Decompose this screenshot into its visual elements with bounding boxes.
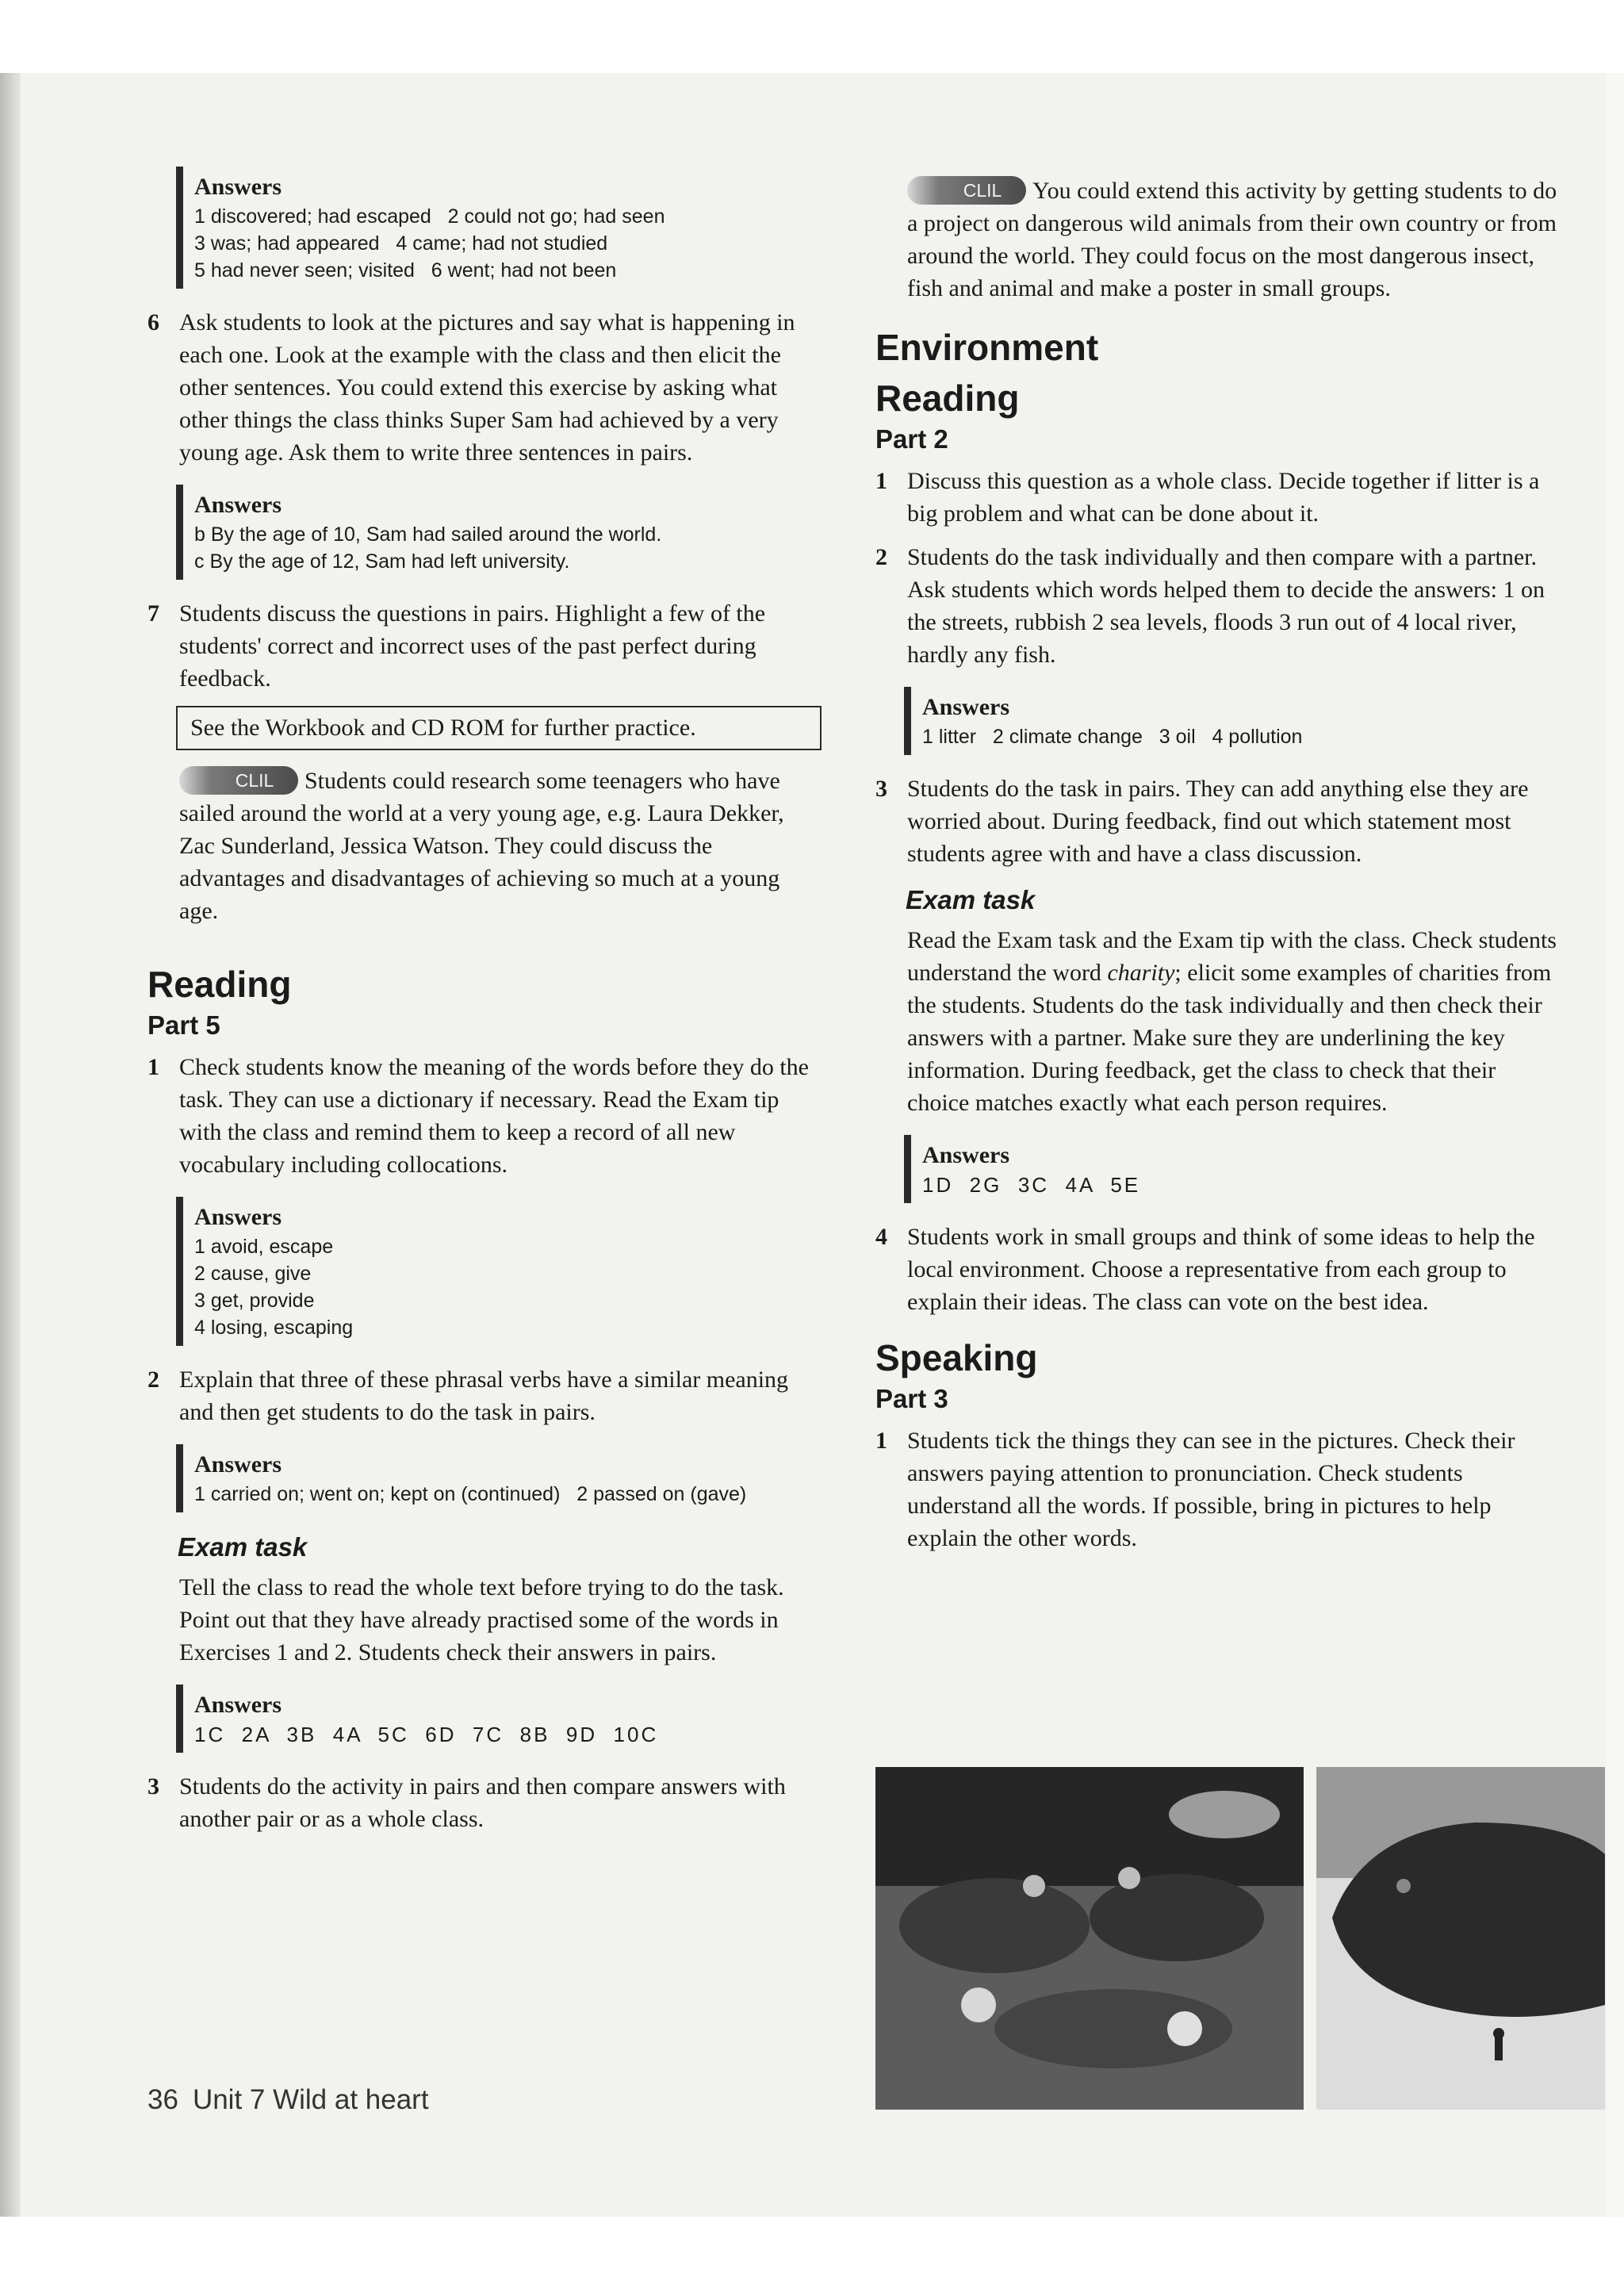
whale-photo [1316,1767,1605,2110]
item-number: 1 [147,1054,159,1081]
answers-line: 4 losing, escaping [194,1317,354,1340]
answers-line: 3 was; had appeared 4 came; had not studied [194,232,608,255]
part-heading: Part 5 [147,1010,220,1041]
scan-margin-bottom [0,2217,1624,2296]
item-number: 2 [147,1366,159,1393]
exercise-item [875,772,1557,870]
exercise-item [147,597,822,695]
part-heading: Part 3 [875,1384,948,1414]
clil-text: You could extend this activity by getting students to do a project on dangerous wild animals from their own country or from around the world. They could focus on the most dangerous insect, fish and animal and make a poster in small groups. [907,178,1557,302]
answers-line: b By the age of 10, Sam had sailed around the world. [194,523,662,546]
clil-badge-label: CLIL [235,770,274,792]
clil-text: Students could research some teenagers who have sailed around the world at a very young age, e.g. Laura Dekker, Zac Sunderland, Jessica Watson. They could discuss the advantages and disadvantages of achieving so much at a young age. [179,768,784,925]
unit-title: Unit 7 Wild at heart [192,2084,429,2115]
answers-box [176,167,822,289]
answers-box [176,1685,822,1753]
exercise-item [875,465,1557,530]
clil-badge-label: CLIL [963,180,1002,201]
item-number: 6 [147,309,159,335]
answers-line: 3 get, provide [194,1290,315,1313]
answers-line: 5 had never seen; visited 6 went; had not been [194,259,617,282]
answers-title: Answers [194,1204,282,1231]
exercise-item [875,1221,1557,1318]
item-number: 2 [875,544,887,571]
item-text: Ask students to look at the pictures and say what is happening in each one. Look at the example with the class and then elicit the other sentences. You could extend this exercise by asking what other things the class thinks Super Sam had achieved by a very young age. Ask them to write three sentences in pairs. [179,309,795,466]
section-heading-reading: Reading [147,964,292,1006]
item-text: Students do the task individually and then compare with a partner. Ask students which words helped them to decide the answers: 1 on the streets, rubbish 2 sea levels, floods 3 run out of 4 local river, hardly any fish. [907,544,1545,669]
exercise-item [875,541,1557,671]
answers-title: Answers [922,1142,1009,1169]
practice-note-box: See the Workbook and CD ROM for further practice. [176,706,822,750]
item-text: Explain that three of these phrasal verbs have a similar meaning and then get students to do the task in pairs. [179,1366,789,1426]
item-number: 1 [875,1428,887,1455]
clil-badge [907,176,1026,205]
answers-line: 1 discovered; had escaped 2 could not go; had seen [194,205,665,228]
answers-title: Answers [194,1451,282,1478]
answers-title: Answers [194,1692,282,1719]
page-footer [147,2084,429,2116]
exam-task-text-part: ; elicit some examples of charities from the students. Students do the task individually and then check their answers with a partner. Make sure they are underlining the key information. During feedback, get the class to check that their choice matches exactly what each person requires. [907,960,1552,1117]
section-heading-speaking: Speaking [875,1337,1038,1379]
section-heading-reading: Reading [875,378,1020,420]
exercise-item [875,1424,1557,1554]
answers-box [176,485,822,580]
item-text: Check students know the meaning of the words before they do the task. They can use a dictionary if necessary. Read the Exam tip with the class and remind them to keep a record of all new vocabulary including collocations. [179,1054,809,1179]
answers-box [176,1444,822,1512]
item-text: Students tick the things they can see in the pictures. Check their answers paying attention to pronunciation. Check students understand all the words. If possible, bring in pictures to help explain the other words. [907,1428,1515,1552]
answers-line: 1D 2G 3C 4A 5E [922,1173,1141,1198]
answers-line: c By the age of 12, Sam had left university. [194,550,570,573]
elephants-photo [875,1767,1304,2110]
answers-box [176,1197,822,1346]
answers-box [904,687,1557,755]
exercise-item [147,1363,822,1428]
right-column [875,174,1557,1554]
answers-line: 1C 2A 3B 4A 5C 6D 7C 8B 9D 10C [194,1723,659,1747]
answers-box [904,1135,1557,1203]
elephants-photo-illustration [875,1767,1304,2110]
answers-title: Answers [922,694,1009,721]
answers-line: 1 carried on; went on; kept on (continued) 2 passed on (gave) [194,1483,747,1506]
whale-photo-illustration [1316,1767,1605,2110]
section-heading-environment: Environment [875,327,1099,369]
left-column [147,167,822,1835]
scan-margin-top [0,0,1624,73]
item-number: 3 [875,776,887,803]
exam-task-text [907,924,1557,1119]
part-heading: Part 2 [875,424,948,454]
exam-task-keyword: charity [1107,960,1175,987]
item-text: Discuss this question as a whole class. Decide together if litter is a big problem and what can be done about it. [907,468,1540,527]
exercise-item [147,1770,822,1835]
item-number: 1 [875,468,887,495]
exam-task-text-part: Read the Exam task and the Exam tip with the class. Check students understand the word [907,927,1557,987]
answers-line: 2 cause, give [194,1263,312,1286]
page-number: 36 [147,2084,178,2115]
item-text: Students do the task in pairs. They can add anything else they are worried about. During feedback, find out which statement most students agree with and have a class discussion. [907,776,1529,868]
answers-title: Answers [194,492,282,518]
exam-task-text: Tell the class to read the whole text before trying to do the task. Point out that they have already practised some of the words in Exercises 1 and 2. Students check their answers in pairs. [179,1574,784,1666]
clil-badge [179,766,298,795]
exercise-item [147,306,822,469]
scan-margin-left [0,73,21,2217]
item-text: Students work in small groups and think of some ideas to help the local environment. Choose a representative from each group to explain their ideas. The class can vote on the best idea. [907,1224,1535,1316]
exercise-item [147,1051,822,1181]
item-text: Students discuss the questions in pairs. Highlight a few of the students' correct and incorrect uses of the past perfect during feedback. [179,600,766,692]
item-number: 3 [147,1773,159,1800]
answers-line: 1 litter 2 climate change 3 oil 4 pollution [922,726,1303,749]
answers-title: Answers [194,174,282,200]
exam-task-heading: Exam task [178,1532,308,1562]
item-number: 7 [147,600,159,627]
clil-note [179,765,822,927]
item-number: 4 [875,1224,887,1251]
clil-note [907,174,1557,305]
item-text: Students do the activity in pairs and then compare answers with another pair or as a whole class. [179,1773,786,1833]
answers-line: 1 avoid, escape [194,1236,334,1259]
exam-task-heading: Exam task [906,885,1036,915]
